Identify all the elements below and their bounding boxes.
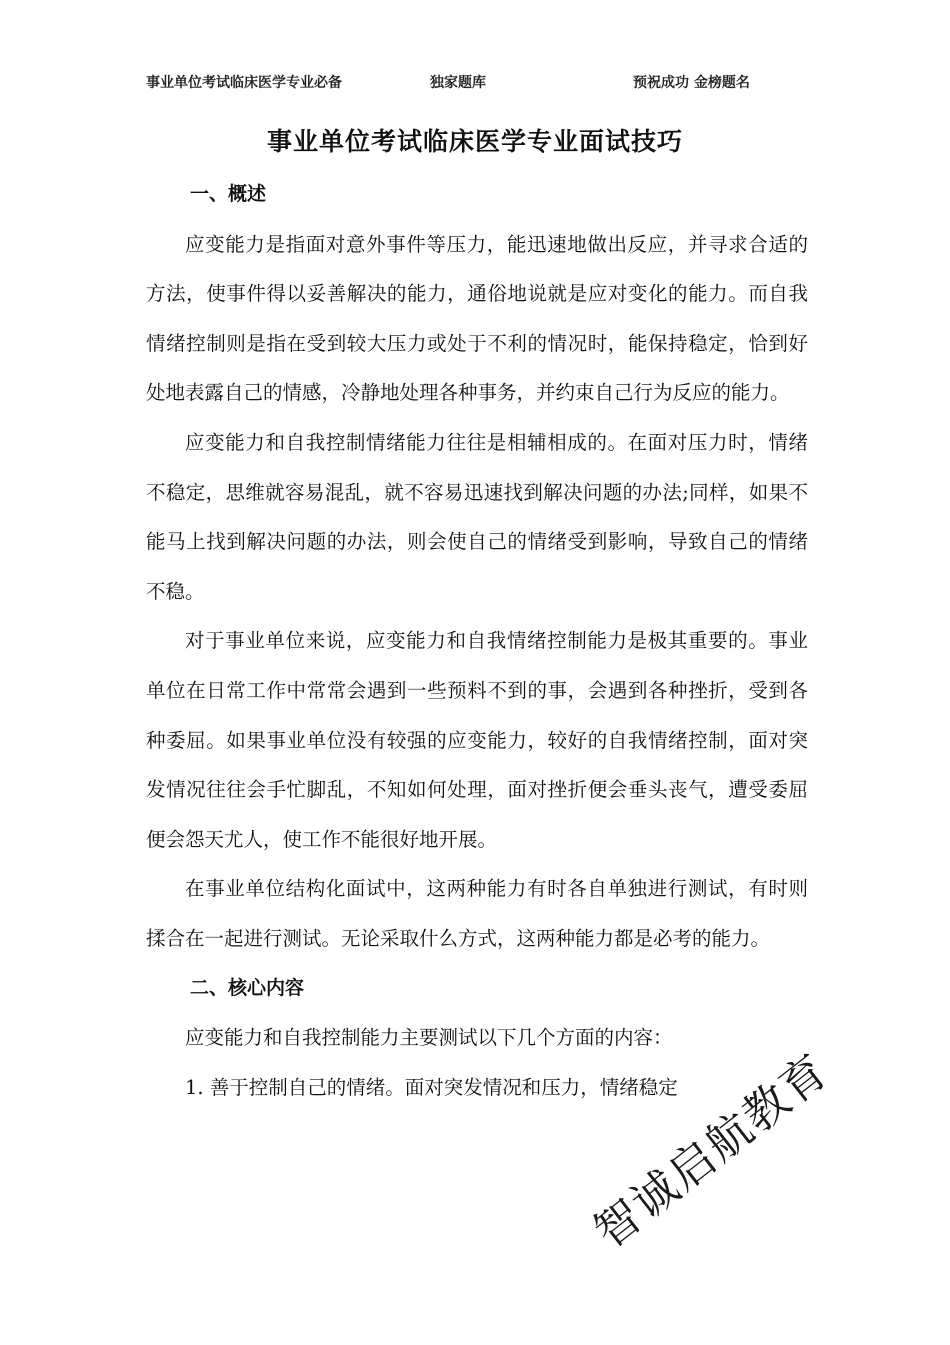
header-left-text: 事业单位考试临床医学专业必备 [146, 75, 342, 91]
section-heading-overview: 一、概述 [190, 183, 267, 205]
paragraph-4: 在事业单位结构化面试中，这两种能力有时各自单独进行测试，有时则揉合在一起进行测试。无论采取什么方式，这两种能力都是必考的能力。 [146, 877, 808, 950]
document-body [146, 170, 808, 1112]
section-heading-core: 二、核心内容 [190, 976, 305, 999]
paragraph-3: 对于事业单位来说，应变能力和自我情绪控制能力是极其重要的。事业单位在日常工作中常常会遇到一些预料不到的事，会遇到各种挫折，受到各种委屈。如果事业单位没有较强的应变能力，较好的自我情绪控制，面对突发情况往往会手忙脚乱，不知如何处理，面对挫折便会垂头丧气，遭受委屈便会怨天尤人，使工作不能很好地开展。 [146, 629, 808, 851]
paragraph-5: 应变能力和自我控制能力主要测试以下几个方面的内容： [185, 1026, 673, 1050]
header-middle-text: 独家题库 [430, 75, 486, 91]
document-title: 事业单位考试临床医学专业面试技巧 [266, 127, 683, 156]
paragraph-6: 1. 善于控制自己的情绪。面对突发情况和压力，情绪稳定 [185, 1075, 678, 1099]
paragraph-1: 应变能力是指面对意外事件等压力，能迅速地做出反应，并寻求合适的方法，使事件得以妥善解决的能力，通俗地说就是应对变化的能力。而自我情绪控制则是指在受到较大压力或处于不利的情况时，能保持稳定，恰到好处地表露自己的情感，冷静地处理各种事务，并约束自己行为反应的能力。 [146, 232, 808, 405]
paragraph-2: 应变能力和自我控制情绪能力往往是相辅相成的。在面对压力时，情绪不稳定，思维就容易混乱，就不容易迅速找到解决问题的办法;同样，如果不能马上找到解决问题的办法，则会使自己的情绪受到影响，导致自己的情绪不稳。 [146, 430, 808, 603]
watermark-text: 智诚启航教育 [584, 1043, 839, 1259]
header-right-text: 预祝成功 金榜题名 [633, 75, 750, 91]
